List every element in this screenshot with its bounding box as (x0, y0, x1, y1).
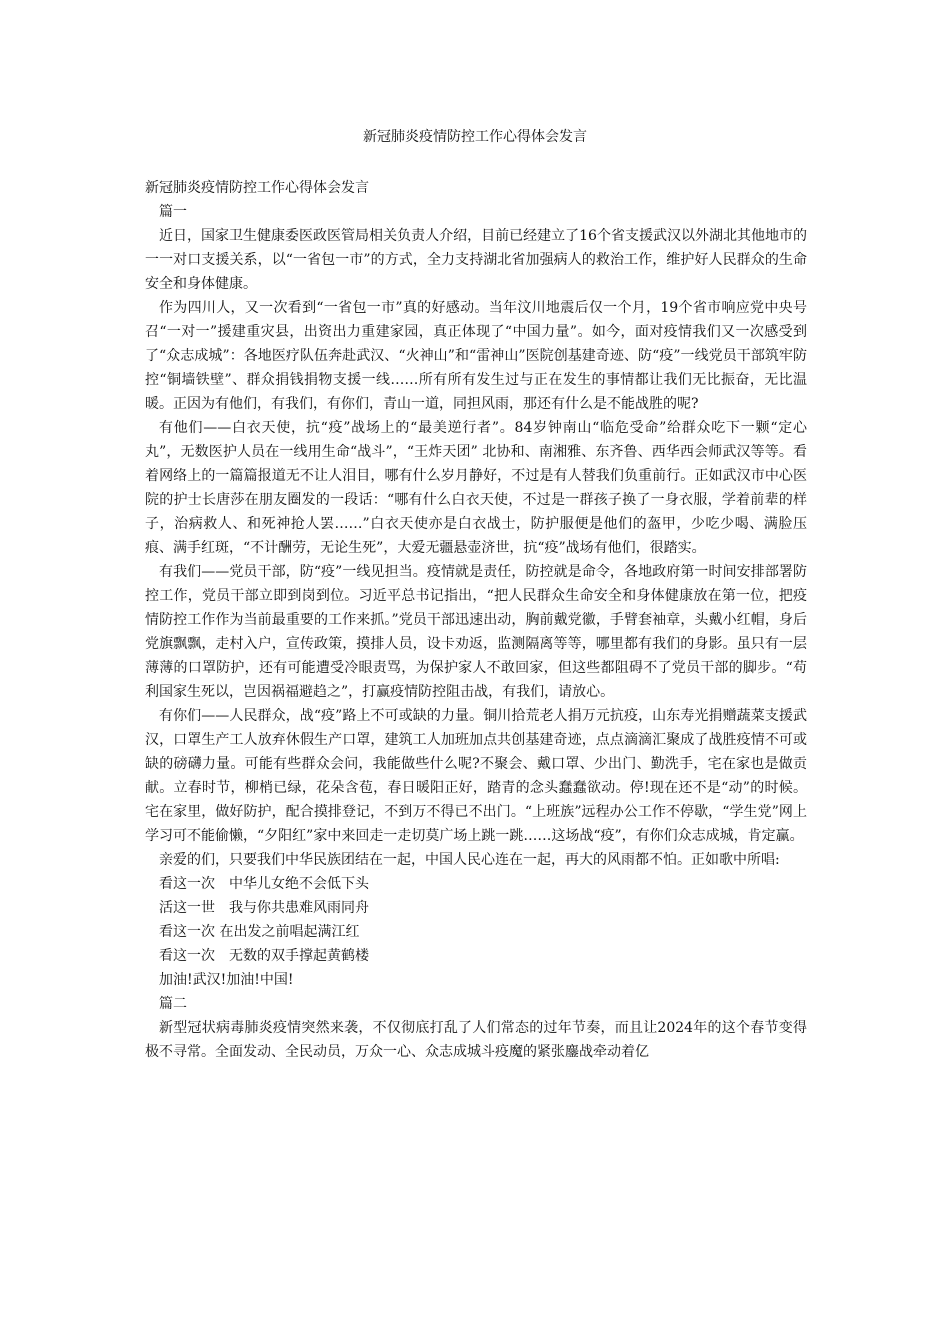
section-heading-2: 篇二 (159, 996, 187, 1012)
lyric-line: 看这一次 无数的双手撑起黄鹤楼 (159, 948, 369, 964)
paragraph: 有你们——人民群众，战“疫”路上不可或缺的力量。铜川拾荒老人捐万元抗疫，山东寿光捐赠蔬菜支援武汉，口罩生产工人放弃休假生产口罩，建筑工人加班加点共创基建奇迹，点点滴滴汇聚成了战胜疫情不可或缺的磅礴力量。可能有些群众会问，我能做些什么呢?不聚会、戴口罩、少出门、勤洗手，宅在家也是做贡献。立春时节，柳梢已绿，花朵含苞，春日暖阳正好，踏青的念头蠢蠢欲动。停!现在还不是“动”的时候。宅在家里，做好防护，配合摸排登记，不到万不得已不出门。“上班族”远程办公工作不停歇，“学生党”网上学习可不能偷懒，“夕阳红”家中来回走一走切莫广场上跳一跳……这场战“疫”，有你们众志成城，肯定赢。 (145, 708, 807, 844)
section-heading-1: 篇一 (159, 204, 187, 220)
paragraph: 有他们——白衣天使，抗“疫”战场上的“最美逆行者”。84岁钟南山“临危受命”给群众吃下一颗“定心丸”，无数医护人员在一线用生命“战斗”，“王炸天团” 北协和、南湘雅、东齐鲁、西华西会师武汉等等。看着网络上的一篇篇报道无不让人泪目，哪有什么岁月静好，不过是有人替我们负重前行。正如武汉市中心医院的护士长唐莎在朋友圈发的一段话：“哪有什么白衣天使，不过是一群孩子换了一身衣服，学着前辈的样子，治病救人、和死神抢人罢……”白衣天使亦是白衣战士，防护服便是他们的盔甲，少吃少喝、满脸压痕、满手红斑，“不计酬劳，无论生死”，大爱无疆悬壶济世，抗“疫”战场有他们，很踏实。 (145, 420, 807, 556)
paragraph: 亲爱的们，只要我们中华民族团结在一起，中国人民心连在一起，再大的风雨都不怕。正如歌中所唱: (159, 852, 780, 868)
paragraph: 有我们——党员干部，防“疫”一线见担当。疫情就是责任，防控就是命令，各地政府第一时间安排部署防控工作，党员干部立即到岗到位。习近平总书记指出，“把人民群众生命安全和身体健康放在第一位，把疫情防控工作作为当前最重要的工作来抓。”党员干部迅速出动，胸前戴党徽，手臂套袖章，头戴小红帽，身后党旗飘飘，走村入户，宣传政策，摸排人员，设卡劝返，监测隔离等等，哪里都有我们的身影。虽只有一层薄薄的口罩防护，还有可能遭受冷眼责骂，为保护家人不敢回家，但这些都阻碍不了党员干部的脚步。“苟利国家生死以，岂因祸福避趋之”，打赢疫情防控阻击战，有我们，请放心。 (145, 564, 807, 700)
document-heading: 新冠肺炎疫情防控工作心得体会发言 (145, 180, 369, 196)
lyric-line: 看这一次 在出发之前唱起满江红 (159, 924, 360, 940)
lyric-line: 看这一次 中华儿女绝不会低下头 (159, 876, 369, 892)
lyric-line: 加油!武汉!加油!中国! (159, 972, 294, 988)
page-title: 新冠肺炎疫情防控工作心得体会发言 (363, 129, 587, 145)
paragraph: 新型冠状病毒肺炎疫情突然来袭，不仅彻底打乱了人们常态的过年节奏，而且让2024年的这个春节变得极不寻常。全面发动、全民动员，万众一心、众志成城斗疫魔的紧张鏖战牵动着亿 (145, 1020, 807, 1060)
lyric-line: 活这一世 我与你共患难风雨同舟 (159, 900, 369, 916)
paragraph: 作为四川人，又一次看到“一省包一市”真的好感动。当年汶川地震后仅一个月，19个省市响应党中央号召“一对一”援建重灾县，出资出力重建家园，真正体现了“中国力量”。如今，面对疫情我们又一次感受到了“众志成城”：各地医疗队伍奔赴武汉、“火神山”和“雷神山”医院创基建奇迹、防“疫”一线党员干部筑牢防控“铜墙铁壁”、群众捐钱捐物支援一线……所有所有发生过与正在发生的事情都让我们无比振奋，无比温暖。正因为有他们，有我们，有你们，青山一道，同担风雨，那还有什么是不能战胜的呢? (145, 300, 807, 412)
paragraph: 近日，国家卫生健康委医政医管局相关负责人介绍，目前已经建立了16个省支援武汉以外湖北其他地市的一一对口支援关系，以“一省包一市”的方式，全力支持湖北省加强病人的救治工作，维护好人民群众的生命安全和身体健康。 (145, 228, 807, 292)
document-body (145, 176, 807, 1064)
